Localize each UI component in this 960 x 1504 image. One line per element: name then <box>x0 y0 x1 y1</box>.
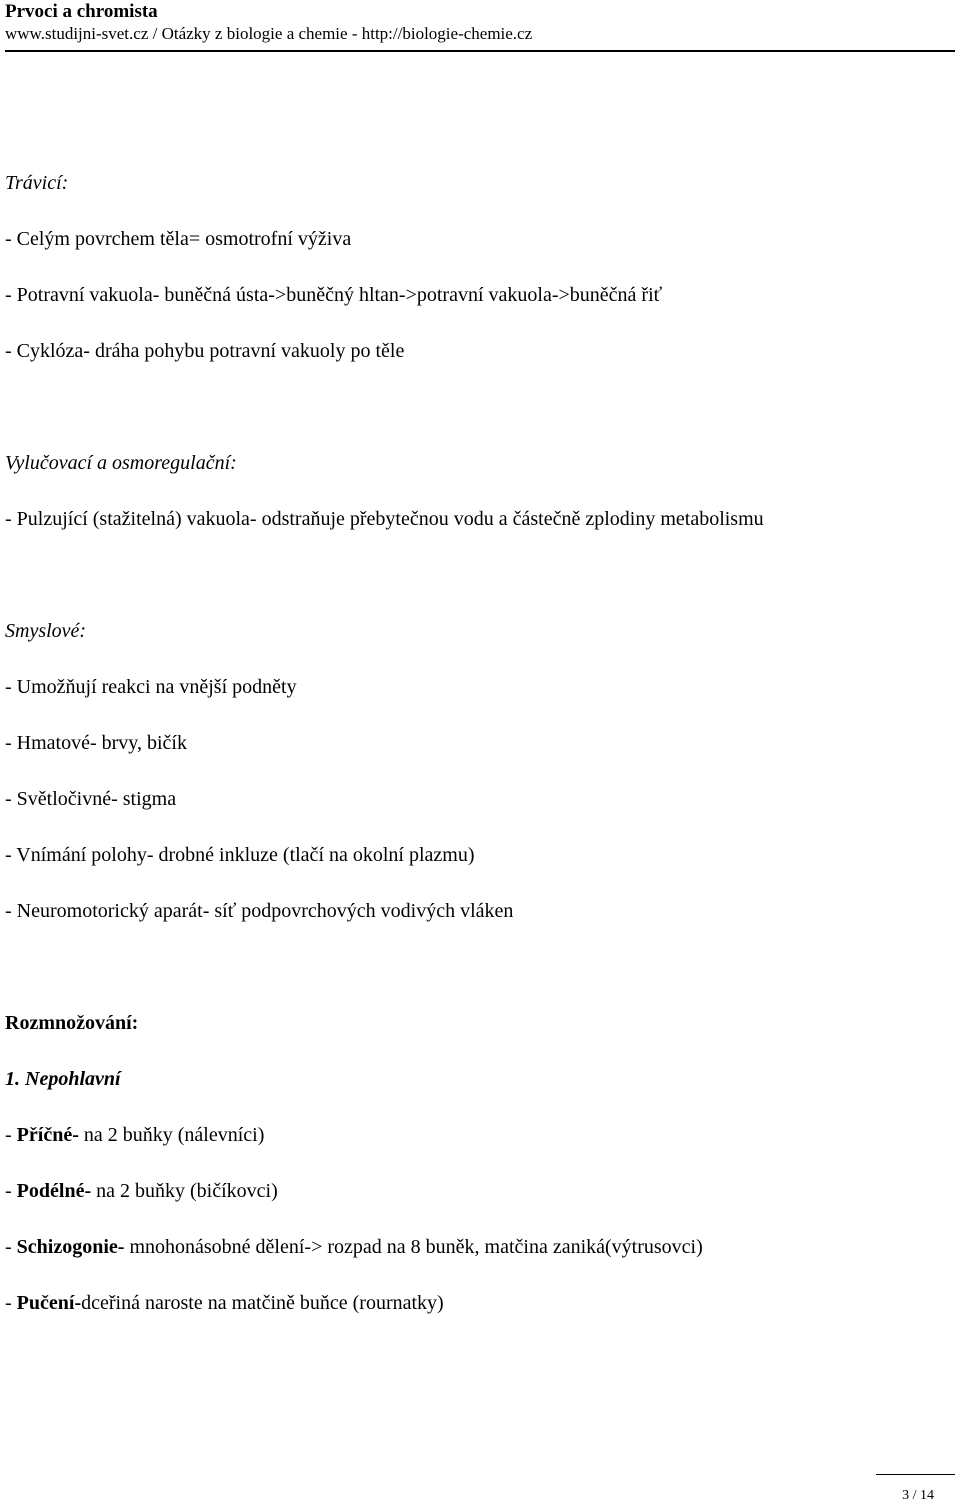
list-item <box>5 1291 444 1315</box>
document-title: Prvoci a chromista <box>5 1 158 22</box>
list-term: Podélné- <box>16 1180 92 1202</box>
section-heading-travici: Trávicí: <box>5 172 69 194</box>
list-item: - Celým povrchem těla= osmotrofní výživa <box>5 228 352 250</box>
list-text: dceřiná naroste na matčině buňce (rournatky) <box>81 1292 444 1314</box>
section-heading-vylucovaci: Vylučovací a osmoregulační: <box>5 452 237 474</box>
section-heading-rozmnozovani: Rozmnožování: <box>5 1012 139 1034</box>
list-item: - Světločivné- stigma <box>5 788 177 810</box>
list-bullet: - <box>5 1124 17 1146</box>
footer-divider <box>876 1474 955 1475</box>
list-term: Příčné- <box>16 1124 79 1146</box>
document-source: www.studijni-svet.cz / Otázky z biologie a chemie - http://biologie-chemie.cz <box>5 24 533 43</box>
page-number: 3 / 14 <box>902 1488 934 1503</box>
list-item: - Potravní vakuola- buněčná ústa->buněčný hltan->potravní vakuola->buněčná řiť <box>5 284 663 306</box>
list-term: Schizogonie- <box>16 1236 125 1258</box>
list-text: na 2 buňky (bičíkovci) <box>91 1180 278 1202</box>
list-item: - Umožňují reakci na vnější podněty <box>5 676 297 698</box>
list-bullet: - <box>5 1180 17 1202</box>
subsection-heading-nepohlavni: 1. Nepohlavní <box>5 1068 121 1090</box>
list-item <box>5 1123 264 1147</box>
list-text: mnohonásobné dělení-> rozpad na 8 buněk, matčina zaniká(výtrusovci) <box>124 1236 703 1258</box>
list-item <box>5 1235 703 1259</box>
list-bullet: - <box>5 1236 17 1258</box>
section-heading-smyslove: Smyslové: <box>5 620 87 642</box>
list-item: - Pulzující (stažitelná) vakuola- odstraňuje přebytečnou vodu a částečně zplodiny metabolismu <box>5 508 764 530</box>
list-term: Pučení- <box>16 1292 82 1314</box>
list-item <box>5 1179 278 1203</box>
list-text: na 2 buňky (nálevníci) <box>78 1124 265 1146</box>
header-divider <box>5 50 955 52</box>
list-item: - Vnímání polohy- drobné inkluze (tlačí na okolní plazmu) <box>5 844 475 866</box>
list-item: - Neuromotorický aparát- síť podpovrchových vodivých vláken <box>5 900 514 922</box>
list-item: - Cyklóza- dráha pohybu potravní vakuoly po těle <box>5 340 405 362</box>
list-bullet: - <box>5 1292 17 1314</box>
list-item: - Hmatové- brvy, bičík <box>5 732 187 754</box>
